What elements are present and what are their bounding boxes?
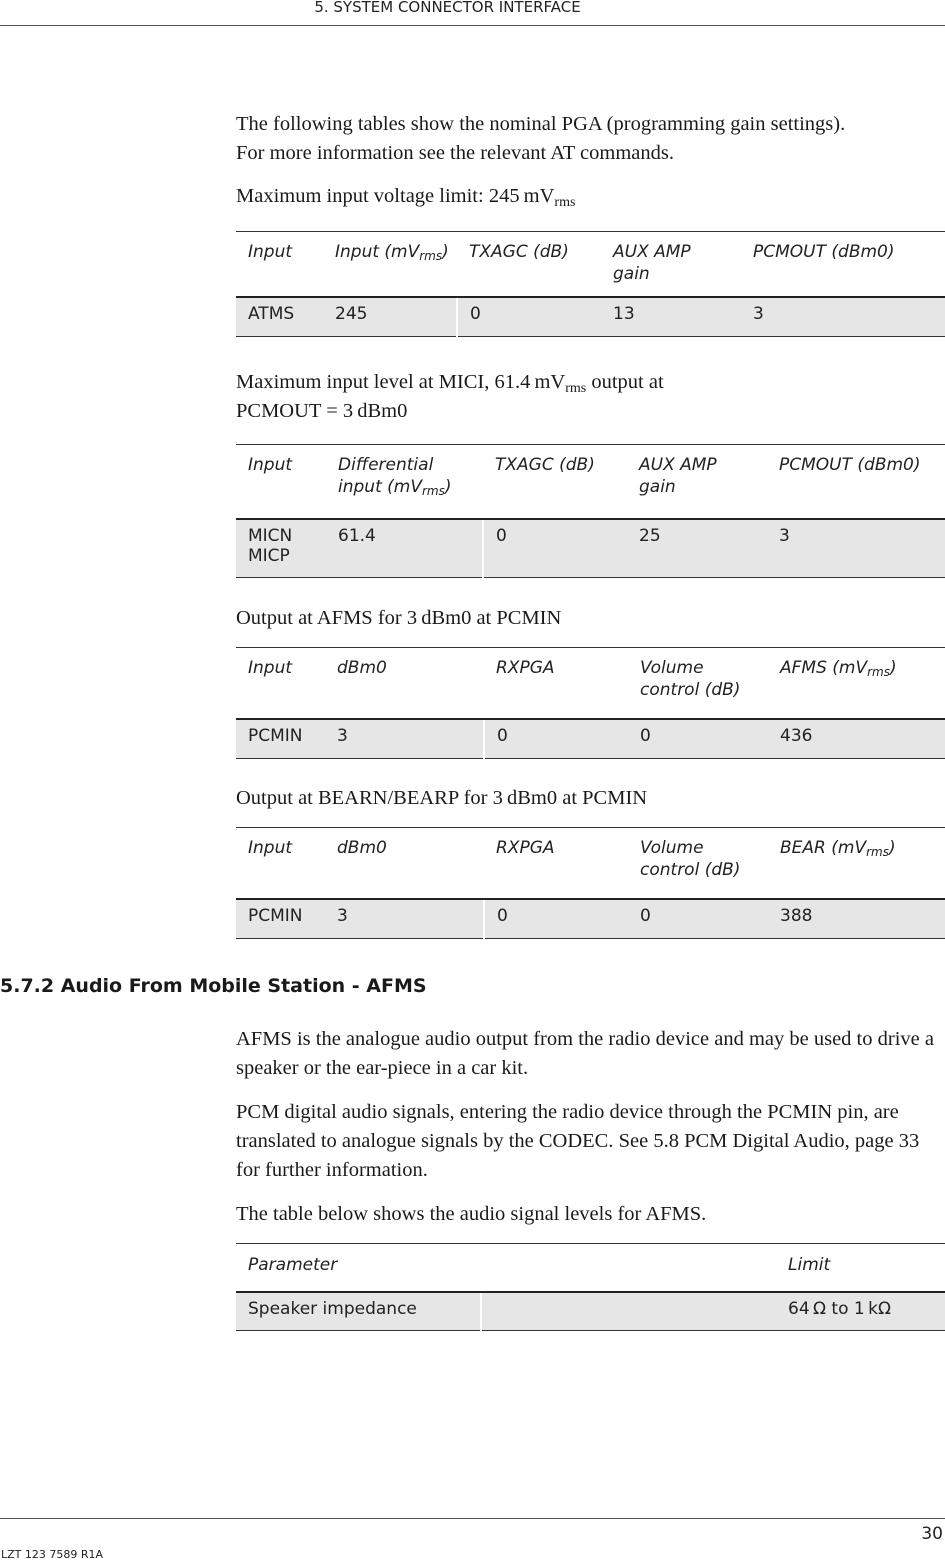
footer-divider bbox=[0, 1518, 945, 1519]
table-cell: PCMIN bbox=[236, 719, 325, 759]
header-cell: PCMOUT (dBm0) bbox=[767, 445, 945, 519]
table-cell: MICN MICP bbox=[236, 519, 326, 578]
table-cell: PCMIN bbox=[236, 899, 325, 939]
table-row bbox=[236, 297, 945, 337]
table4-caption: Output at BEARN/BEARP for 3 dBm0 at PCMIN bbox=[236, 787, 648, 809]
header-title: 5. SYSTEM CONNECTOR INTERFACE bbox=[314, 0, 581, 16]
table-cell: 0 bbox=[628, 719, 768, 759]
table2-max-input-level bbox=[236, 444, 945, 578]
table4-output-bear bbox=[236, 827, 945, 939]
header-cell bbox=[481, 1244, 776, 1292]
table-cell: 0 bbox=[628, 899, 768, 939]
intro-line-1: The following tables show the nominal PGA (programming gain settings). bbox=[236, 113, 846, 135]
table-row bbox=[236, 519, 945, 578]
header-cell: Volume control (dB) bbox=[628, 648, 768, 719]
header-cell: Limit bbox=[776, 1244, 945, 1292]
intro-line-2: For more information see the relevant AT commands. bbox=[236, 142, 674, 164]
header-cell: Input bbox=[236, 648, 325, 719]
header-cell: PCMOUT (dBm0) bbox=[741, 232, 945, 297]
header-cell: dBm0 bbox=[325, 828, 484, 899]
table3-output-afms bbox=[236, 647, 945, 759]
section-paragraph-2: PCM digital audio signals, entering the radio device through the PCMIN pin, are translated to analogue signals by the CODEC. See 5.8 PCM Digital Audio, page 33 for further information. bbox=[236, 1101, 920, 1181]
table-cell: 13 bbox=[601, 297, 741, 337]
table-cell: 25 bbox=[627, 519, 767, 578]
table-cell: Speaker impedance bbox=[236, 1292, 481, 1331]
header-cell: Input bbox=[236, 232, 323, 297]
table-cell: 61.4 bbox=[326, 519, 483, 578]
header-cell: Differential input $(mV_{rms})$ bbox=[326, 445, 483, 519]
header-cell: Input bbox=[236, 828, 325, 899]
header-cell: RXPGA bbox=[484, 648, 628, 719]
page-number: 30 bbox=[921, 1524, 943, 1544]
table-cell: 3 bbox=[325, 899, 484, 939]
header-cell: Parameter bbox=[236, 1244, 481, 1292]
table2-caption: Maximum input level at MICI, 61.4 $mV_{rms}$ output at PCMOUT = 3 dBm0 bbox=[236, 371, 664, 422]
table-header-row bbox=[236, 232, 945, 297]
table-header-row bbox=[236, 828, 945, 899]
table-cell: 0 bbox=[484, 719, 628, 759]
table-cell: 0 bbox=[457, 297, 601, 337]
header-cell: Input $(mV_{rms})$ bbox=[323, 232, 457, 297]
table3-caption: Output at AFMS for 3 dBm0 at PCMIN bbox=[236, 607, 562, 629]
section-paragraph-1: AFMS is the analogue audio output from the radio device and may be used to drive a speaker or the ear-piece in a car kit. bbox=[236, 1028, 934, 1079]
table1-max-input-voltage bbox=[236, 231, 945, 337]
header-cell: dBm0 bbox=[325, 648, 484, 719]
table-cell: 3 bbox=[325, 719, 484, 759]
table-cell: 64 Ω to 1 kΩ bbox=[776, 1292, 945, 1331]
section-paragraph-3: The table below shows the audio signal levels for AFMS. bbox=[236, 1203, 707, 1225]
section-heading: 5.7.2 Audio From Mobile Station - AFMS bbox=[0, 975, 427, 997]
header-cell: TXAGC (dB) bbox=[457, 232, 601, 297]
table-cell: 3 bbox=[767, 519, 945, 578]
header-cell: RXPGA bbox=[484, 828, 628, 899]
table-header-row bbox=[236, 445, 945, 519]
table-cell: 388 bbox=[768, 899, 945, 939]
header-cell: AFMS $(mV_{rms})$ bbox=[768, 648, 945, 719]
header-cell: AUX AMP gain bbox=[601, 232, 741, 297]
table-header-row bbox=[236, 648, 945, 719]
table-cell: 436 bbox=[768, 719, 945, 759]
table-cell: ATMS bbox=[236, 297, 323, 337]
table-row bbox=[236, 719, 945, 759]
header-cell: Input bbox=[236, 445, 326, 519]
table-row bbox=[236, 1292, 945, 1331]
header-cell: BEAR $(mV_{rms})$ bbox=[768, 828, 945, 899]
table-row bbox=[236, 899, 945, 939]
header-cell: TXAGC (dB) bbox=[483, 445, 627, 519]
table-cell bbox=[481, 1292, 776, 1331]
table1-caption: Maximum input voltage limit: 245 $mV_{rms}$ bbox=[236, 185, 576, 210]
document-id: LZT 123 7589 R1A bbox=[1, 1548, 104, 1561]
intro-paragraph bbox=[236, 110, 942, 168]
table-cell: 0 bbox=[483, 519, 627, 578]
table-cell: 245 bbox=[323, 297, 457, 337]
table-cell: 3 bbox=[741, 297, 945, 337]
header-cell: Volume control (dB) bbox=[628, 828, 768, 899]
table-header-row bbox=[236, 1244, 945, 1292]
header-cell: AUX AMP gain bbox=[627, 445, 767, 519]
table5-afms-levels bbox=[236, 1243, 945, 1331]
page-header bbox=[0, 0, 945, 26]
table-cell: 0 bbox=[484, 899, 628, 939]
